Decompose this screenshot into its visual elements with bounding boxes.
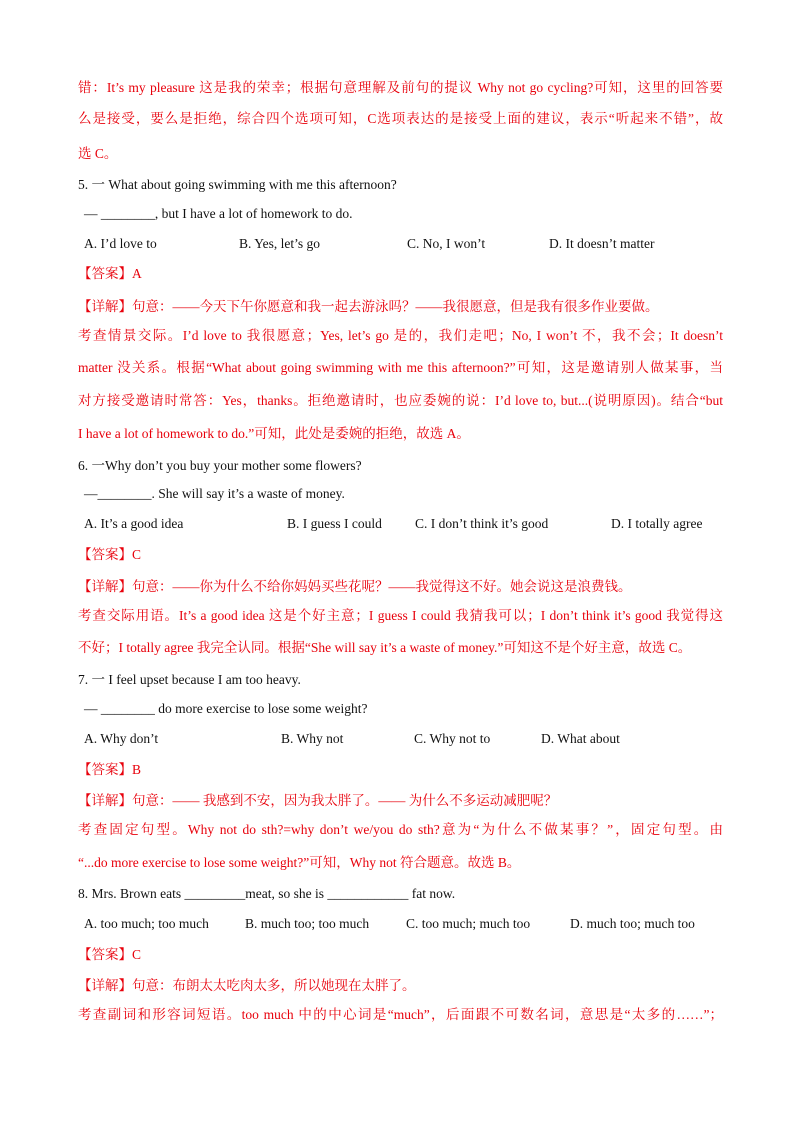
option-b: B. Why not [281,731,344,746]
explanation-line: 【详解】句意：——今天下午你愿意和我一起去游泳吗？——我很愿意，但是我有很多作业要做。 [78,299,659,314]
explanation-line: 【详解】句意：——你为什么不给你妈妈买些花呢？——我觉得这不好。她会说这是浪费钱。 [78,579,632,594]
question-stem: 7. 一 I feel upset because I am too heavy. [78,672,301,687]
option-a: A. too much; too much [84,916,209,931]
option-d: D. What about [541,731,620,746]
explanation-line: 【详解】句意：—— 我感到不安，因为我太胖了。—— 为什么不多运动减肥呢？ [78,793,558,808]
option-b: B. Yes, let’s go [239,236,321,251]
option-a: A. I’d love to [84,236,157,251]
explanation-line: 不好；I totally agree 我完全认同。根据“She will say it’s a waste of money.”可知这不是个好主意，故选 C。 [78,640,692,655]
explanation-line: 【详解】句意：布朗太太吃肉太多，所以她现在太胖了。 [78,978,416,993]
explanation-line: 考查固定句型。Why not do sth?=why don’t we/you do sth?意为“为什么不做某事？”，固定句型。由 [78,822,723,837]
explanation-line: 错：It’s my pleasure 这是我的荣幸；根据句意理解及前句的提议 Why not go cycling?可知，这里的回答要 [78,80,723,95]
option-d: D. I totally agree [611,516,703,531]
explanation-line: 考查副词和形容词短语。too much 中的中心词是“much”，后面跟不可数名词，意思是“太多的……”； [78,1007,723,1022]
explanation-line: 选 C。 [78,146,118,161]
option-c: C. too much; much too [406,916,531,931]
answer-label: 【答案】C [78,947,142,962]
question-stem: 5. 一 What about going swimming with me this afternoon? [78,177,397,192]
question-blank-line: —________. She will say it’s a waste of money. [84,486,345,501]
answer-label: 【答案】C [78,547,142,562]
question-blank-line: — ________, but I have a lot of homework to do. [84,206,353,221]
explanation-line: 么是接受，要么是拒绝，综合四个选项可知，C选项表达的是接受上面的建议，表示“听起来不错”，故 [78,111,723,126]
option-b: B. much too; too much [245,916,370,931]
explanation-line: matter 没关系。根据“What about going swimming with me this afternoon?”可知，这是邀请别人做某事，当 [78,360,723,375]
option-a: A. It’s a good idea [84,516,184,531]
explanation-line: I have a lot of homework to do.”可知，此处是委婉的拒绝，故选 A。 [78,426,470,441]
option-d: D. much too; much too [570,916,695,931]
question-stem: 6. 一Why don’t you buy your mother some flowers? [78,458,362,473]
explanation-line: “...do more exercise to lose some weight?”可知，Why not 符合题意。故选 B。 [78,855,521,870]
explanation-line: 对方接受邀请时常答：Yes，thanks。拒绝邀请时，也应委婉的说：I’d love to, but...(说明原因)。结合“but [78,393,723,408]
question-blank-line: — ________ do more exercise to lose some weight? [84,701,368,716]
explanation-line: 考查交际用语。It’s a good idea 这是个好主意；I guess I could 我猜我可以；I don’t think it’s good 我觉得这 [78,608,723,623]
explanation-line: 考查情景交际。I’d love to 我很愿意；Yes, let’s go 是的，我们走吧；No, I won’t 不，我不会；It doesn’t [78,328,723,343]
option-c: C. I don’t think it’s good [415,516,549,531]
option-a: A. Why don’t [84,731,159,746]
answer-label: 【答案】B [78,762,142,777]
option-c: C. No, I won’t [407,236,486,251]
option-c: C. Why not to [414,731,491,746]
question-stem: 8. Mrs. Brown eats _________meat, so she is ____________ fat now. [78,886,456,901]
option-b: B. I guess I could [287,516,382,531]
option-d: D. It doesn’t matter [549,236,655,251]
answer-label: 【答案】A [78,266,142,281]
